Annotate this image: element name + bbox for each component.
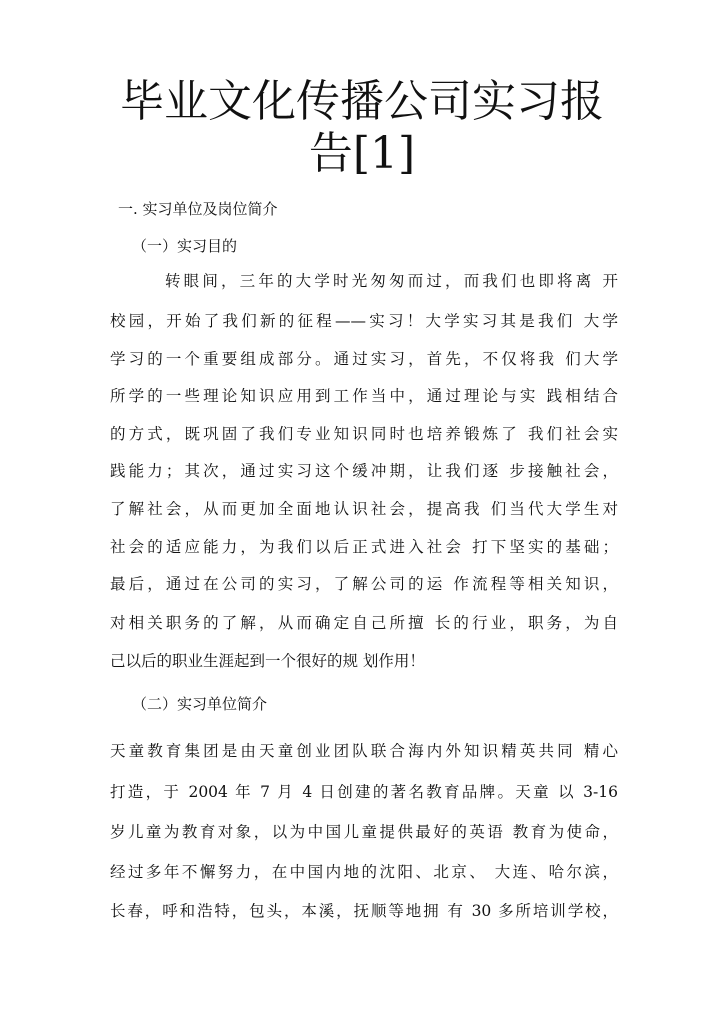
paragraph-line: 转眼间，三年的大学时光匆匆而过，而我们也即将离 开 xyxy=(165,272,618,290)
paragraph-line: 的方式，既巩固了我们专业知识同时也培养锻炼了 我们社会实 xyxy=(110,425,618,443)
paragraph-line: 社会的适应能力，为我们以后正式进入社会 打下坚实的基础； xyxy=(110,538,618,556)
paragraph-line: 了解社会，从而更加全面地认识社会，提高我 们当代大学生对 xyxy=(110,500,618,518)
document-title: 毕业文化传播公司实习报告[1] xyxy=(120,76,604,179)
paragraph-line: 长春，呼和浩特，包头，本溪，抚顺等地拥 有 30 多所培训学校， xyxy=(110,902,618,920)
paragraph-line: 天童教育集团是由天童创业团队联合海内外知识精英共同 精心 xyxy=(110,742,618,760)
paragraph-line: 打造，于 2004 年 7 月 4 日创建的著名教育品牌。天童 以 3-16 xyxy=(110,783,618,801)
section-heading-1: 一. 实习单位及岗位简介 xyxy=(118,200,278,218)
paragraph-line: 学习的一个重要组成部分。通过实习，首先，不仅将我 们大学 xyxy=(110,350,618,368)
paragraph-line: 践能力；其次，通过实习这个缓冲期，让我们逐 步接触社会， xyxy=(110,462,618,480)
paragraph-line: 对相关职务的了解，从而确定自己所擅 长的行业，职务，为自 xyxy=(110,614,618,632)
subsection-heading-purpose: （一）实习目的 xyxy=(132,237,238,255)
paragraph-line: 最后，通过在公司的实习，了解公司的运 作流程等相关知识， xyxy=(110,575,618,593)
paragraph-line: 所学的一些理论知识应用到工作当中，通过理论与实 践相结合 xyxy=(110,387,618,405)
paragraph-line: 校园，开始了我们新的征程——实习！大学实习其是我们 大学 xyxy=(110,312,618,330)
paragraph-line: 己以后的职业生涯起到一个很好的规 划作用！ xyxy=(110,652,425,670)
subsection-heading-company: （二）实习单位简介 xyxy=(132,695,268,713)
paragraph-line: 岁儿童为教育对象，以为中国儿童提供最好的英语 教育为使命， xyxy=(110,823,618,841)
paragraph-line: 经过多年不懈努力，在中国内地的沈阳、北京、 大连、哈尔滨， xyxy=(110,863,618,881)
